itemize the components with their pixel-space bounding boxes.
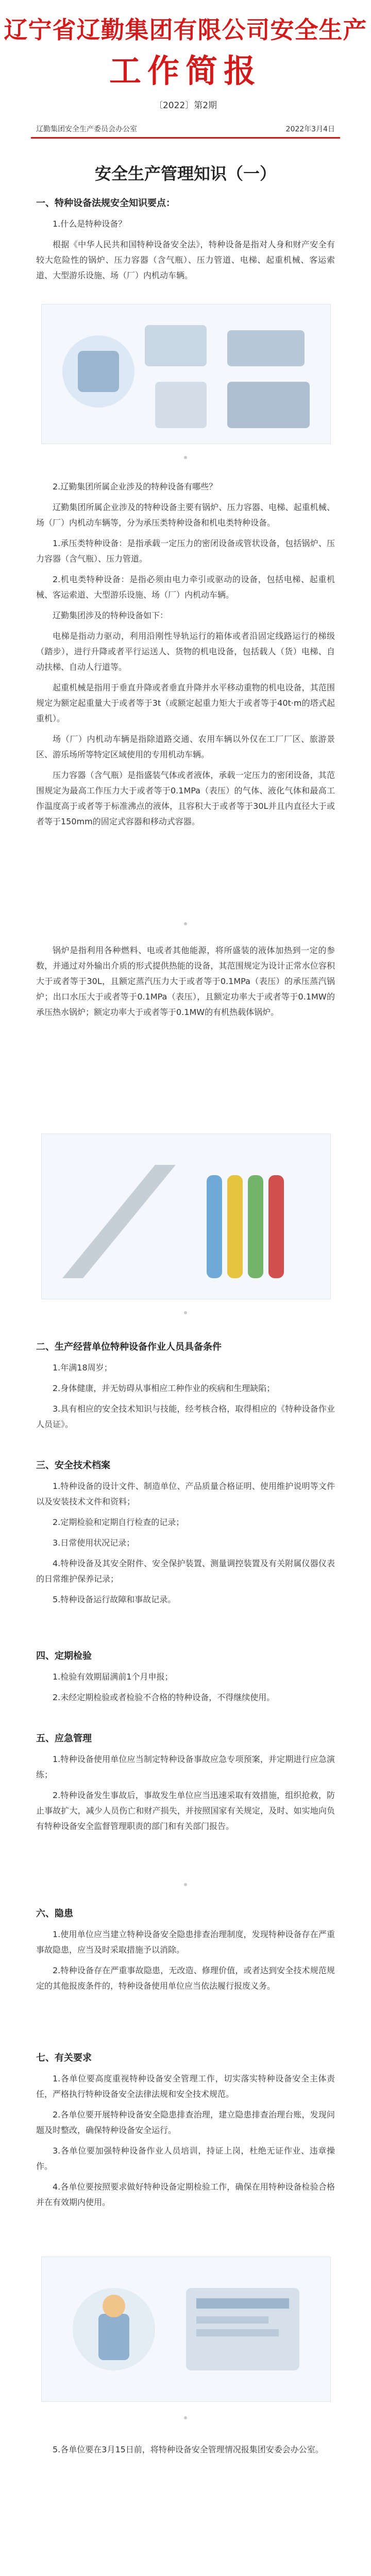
escalator-illustration [41,1133,331,1299]
section-heading-2: 二、生产经营单位特种设备作业人员具备条件 [36,1342,222,1352]
paragraph: 辽勤集团所属企业涉及的特种设备主要有锅炉、压力容器、电梯、起重机械、场（厂）内机动车辆等，分为承压类特种设备和机电类特种设备。 [36,502,335,528]
paragraph: 电梯是指动力驱动，利用沿刚性导轨运行的箱体或者沿固定线路运行的梯级（踏步），进行升降或者平行运送人、货物的机电设备，包括载人（货）电梯、自动扶梯、自动人行道等。 [36,631,335,672]
paragraph: 2.定期检验和定期自行检查的记录； [53,1517,184,1527]
brief-title: 工作简报 [109,52,262,90]
paragraph: 5.特种设备运行故障和事故记录。 [53,1595,176,1604]
separator-dot [184,1311,187,1314]
paragraph: 辽勤集团涉及的特种设备如下： [53,611,168,620]
equipment-illustration [41,304,331,444]
paragraph: 2.各单位要开展特种设备安全隐患排查治理，建立隐患排查治理台账，发现问题及时整改，确保特种设备安全运行。 [36,2110,335,2135]
paragraph: 4.各单位要按照要求做好特种设备定期检验工作，确保在用特种设备检验合格并在有效期内使用。 [36,2182,335,2207]
org-title: 辽宁省辽勤集团有限公司安全生产 [4,16,367,44]
paragraph: 1.年满18周岁； [53,1363,112,1372]
masthead [0,0,371,129]
meta-row [36,124,335,134]
paragraph: 2.特种设备存在严重事故隐患，无改造、修理价值，或者达到安全技术规范规定的其他报废条件的，特种设备使用单位应当依法履行报废义务。 [36,1965,335,1991]
section-heading-4: 四、定期检验 [36,1651,92,1662]
paragraph: 1.什么是特种设备？ [53,219,127,229]
article-title: 安全生产管理知识（一） [94,164,276,183]
safety-illustration [41,2257,331,2402]
paragraph: 1.特种设备使用单位应当制定特种设备事故应急专项预案，并定期进行应急演练； [36,1754,335,1780]
paragraph: 1.各单位要高度重视特种设备安全管理工作，切实落实特种设备安全主体责任，严格执行特种设备安全法律法规和安全技术规范。 [36,2074,335,2099]
section-1-intro [36,216,335,289]
section-heading-1: 一、特种设备法规安全知识要点： [36,198,175,209]
issue-number: 〔2022〕第2期 [154,100,217,111]
paragraph: 起重机械是指用于垂直升降或者垂直升降并水平移动重物的机电设备，其范围规定为额定起重量大于或者等于3t（或额定起重力矩大于或者等于40t·m的塔式起重机）。 [36,683,335,723]
paragraph: 4.特种设备及其安全附件、安全保护装置、测量调控装置及有关附属仪器仪表的日常维护保养记录； [36,1558,335,1584]
paragraph: 2.身体健康，并无妨碍从事相应工种作业的疾病和生理缺陷； [53,1383,275,1393]
section-heading-5: 五、应急管理 [36,1733,92,1744]
separator-dot [184,922,187,925]
paragraph: 1.特种设备的设计文件、制造单位、产品质量合格证明、使用维护说明等文件以及安装技术文件和资料； [36,1481,335,1506]
issuer: 辽勤集团安全生产委员会办公室 [36,125,137,133]
paragraph: 3.各单位要加强特种设备作业人员培训，持证上岗，杜绝无证作业、违章操作。 [36,2146,335,2171]
equipment-icons [42,304,330,444]
escalator-icons [42,1134,330,1299]
section-7-body [36,2071,335,2215]
paragraph: 3.具有相应的安全技术知识与技能，经考核合格，取得相应的《特种设备作业人员证》。 [36,1404,335,1429]
section-heading-3: 三、安全技术档案 [36,1460,110,1471]
separator-dot [184,2416,187,2419]
header-divider [31,137,340,139]
paragraph: 2.辽勤集团所属企业涉及的特种设备有哪些？ [53,482,217,492]
paragraph: 1.检验有效期届满前1个月申报； [53,1672,173,1682]
issue-date: 2022年3月4日 [285,125,335,133]
section-6-body [36,1927,335,1999]
section-5-body [36,1752,335,1839]
paragraph: 2.未经定期检验或者检验不合格的特种设备，不得继续使用。 [53,1692,275,1702]
section-3-body [36,1479,335,1613]
paragraph: 1.承压类特种设备：是指承载一定压力的密闭设备或管状设备，包括锅炉、压力容器（含气瓶）、压力管道。 [36,538,335,564]
section-2-body [36,1360,335,1437]
paragraph: 3.日常使用状况记录； [53,1538,135,1548]
paragraph: 场（厂）内机动车辆是指除道路交通、农用车辆以外仅在工厂厂区、旅游景区、游乐场所等特定区域使用的专用机动车辆。 [36,734,335,759]
section-1-boiler [36,943,335,1025]
paragraph: 锅炉是指利用各种燃料、电或者其他能源，将所盛装的液体加热到一定的参数，并通过对外输出介质的形式提供热能的设备，其范围规定为设计正常水位容积大于或者等于30L，且额定蒸汽压力大于或者等于0.1MPa（表压）的承压蒸汽锅炉；出口水压大于或者等于0.1MPa（表压），且额定功率大于或者等于0.1MW的承压热水锅炉；额定功率大于或者等于0.1MW的有机热载体锅炉。 [36,945,335,1017]
section-heading-7: 七、有关要求 [36,2053,92,2063]
section-4-body [36,1669,335,1710]
separator-dot [184,1883,187,1886]
section-1-body [36,479,335,835]
safety-icons [42,2257,330,2401]
section-heading-6: 六、隐患 [36,1908,73,1919]
separator-dot [184,456,187,459]
paragraph: 压力容器（含气瓶）是指盛装气体或者液体，承载一定压力的密闭设备，其范围规定为最高工作压力大于或者等于0.1MPa（表压）的气体、液化气体和最高工作温度高于或者等于标准沸点的液体，且容积大于或者等于30L并且内直径大于或者等于150mm的固定式容器和移动式容器。 [36,770,335,826]
section-7-tail [36,2442,335,2463]
paragraph: 5.各单位要在3月15日前，将特种设备安全管理情况报集团安委会办公室。 [53,2445,324,2454]
paragraph: 1.使用单位应当建立特种设备安全隐患排查治理制度，发现特种设备存在严重事故隐患，应当及时采取措施予以消除。 [36,1929,335,1955]
paragraph: 根据《中华人民共和国特种设备安全法》，特种设备是指对人身和财产安全有较大危险性的锅炉、压力容器（含气瓶）、压力管道、电梯、起重机械、客运索道、大型游乐设施、场（厂）内机动车辆。 [36,240,335,280]
paragraph: 2.机电类特种设备：是指必须由电力牵引或驱动的设备，包括电梯、起重机械、客运索道、大型游乐设施、场（厂）内机动车辆。 [36,574,335,600]
paragraph: 2.特种设备发生事故后，事故发生单位应当迅速采取有效措施，组织抢救，防止事故扩大，减少人员伤亡和财产损失，并按照国家有关规定，及时、如实地向负有特种设备安全监督管理职责的部门和有关部门报告。 [36,1790,335,1831]
